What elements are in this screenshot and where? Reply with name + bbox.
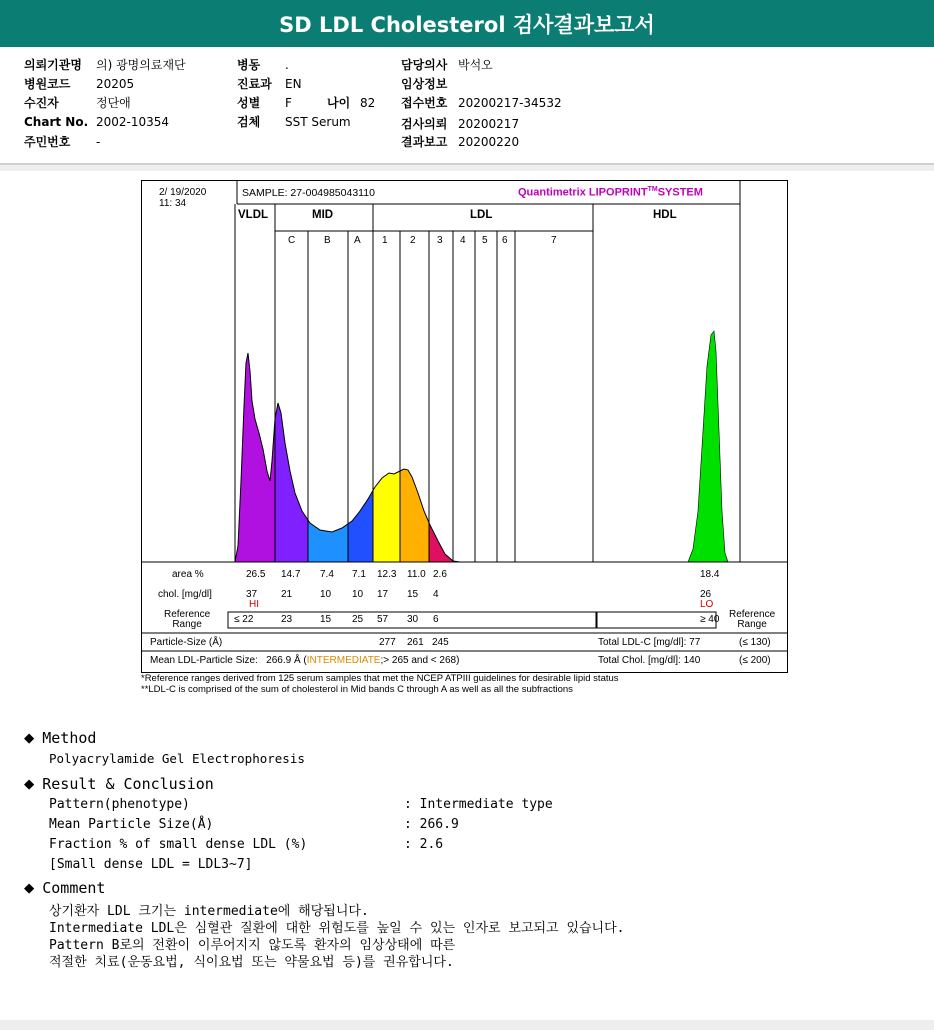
diamond-bullet-icon: ◆ [24,878,35,898]
band-label: 7 [551,235,557,246]
band-fill [429,523,460,562]
info-receipt-no: 접수번호 20200217-34532 [401,96,562,110]
result-key-size: Mean Particle Size(Å) [49,817,214,832]
band-label: 4 [460,235,466,246]
area-value: 7.4 [320,569,334,580]
brand-logo: Quantimetrix LIPOPRINT™SYSTEM [518,186,703,199]
info-report-date: 결과보고 20200220 [401,135,520,149]
band-label: 3 [437,235,443,246]
electrophoresis-chart [142,181,787,672]
chol-value: 17 [377,589,389,600]
footnote-2: **LDL-C is comprised of the sum of cholesterol in Mid bands C through A as well as all the subfractions [141,684,573,695]
ref-value: 57 [377,614,389,625]
report-title-bar [0,0,934,47]
area-value: 11.0 [407,569,426,580]
comment-line-1: 상기환자 LDL 크기는 intermediate에 해당됩니다. [49,904,369,919]
method-text: Polyacrylamide Gel Electrophoresis [49,751,305,766]
band-label: 5 [482,235,488,246]
particle-size-3: 245 [432,637,449,648]
band-label: 6 [502,235,508,246]
ref-value: 25 [352,614,364,625]
row-label-chol: chol. [mg/dl] [158,589,212,600]
info-physician: 담당의사 박석오 [401,58,493,72]
lipoprint-report [141,180,788,673]
info-clinical: 임상정보 [401,77,448,91]
report-date: 2/ 19/2020 [159,187,207,198]
area-value: 7.1 [352,569,366,580]
method-heading: ◆ Method [24,728,97,748]
band-fill [348,490,373,562]
ref-value: ≤ 22 [234,614,254,625]
area-value: 14.7 [281,569,301,580]
comment-line-2: Intermediate LDL은 심혈관 질환에 대한 위험도를 높일 수 있는 인자로 보고되고 있습니다. [49,921,625,936]
chol-value: 10 [320,589,332,600]
info-request-date: 검사의뢰 20200217 [401,117,520,131]
result-key-fraction: Fraction % of small dense LDL (%) [49,837,308,852]
info-patient-name: 수진자 정단애 [24,96,131,110]
chol-value: 4 [433,589,439,600]
area-value: 12.3 [377,569,397,580]
particle-size-label: Particle-Size (Å) [150,637,223,648]
row-label-ref: Reference Range [164,609,211,630]
total-chol: Total Chol. [mg/dl]: 140 [598,655,701,666]
ref-value: 6 [433,614,439,625]
band-label: 1 [382,235,388,246]
total-ldl-ref: (≤ 130) [739,637,771,648]
total-chol-ref: (≤ 200) [739,655,771,666]
ref-value: 23 [281,614,293,625]
footnote-1: *Reference ranges derived from 125 serum samples that met the NCEP ATPIII guidelines for desirable lipid status [141,673,619,684]
band-label: B [324,235,331,246]
info-hospital-code: 병원코드 20205 [24,77,135,91]
group-mid: MID [312,209,334,221]
diamond-bullet-icon: ◆ [24,728,35,748]
result-value-size: : 266.9 [404,817,459,832]
ref-value: 15 [320,614,332,625]
band-fill [235,353,275,562]
info-resident-no: 주민번호 - [24,135,101,149]
row-label-area: area % [172,569,204,580]
particle-size-1: 277 [379,637,396,648]
chol-value: 26 [700,589,712,600]
chol-value: 15 [407,589,419,600]
ref-value: ≥ 40 [700,614,720,625]
comment-heading: ◆ Comment [24,878,106,898]
info-specimen: 검체 SST Serum [237,115,351,129]
result-key-pattern: Pattern(phenotype) [49,797,190,812]
mean-ldl-size: Mean LDL-Particle Size: 266.9 Å (INTERMEDIATE;> 265 and < 268) [150,655,460,666]
comment-line-3: Pattern B로의 전환이 이루어지지 않도록 환자의 임상상태에 따른 [49,938,456,953]
particle-size-2: 261 [407,637,424,648]
area-value: 26.5 [246,569,266,580]
info-department: 진료과 EN [237,77,302,91]
band-label: C [288,235,296,246]
diamond-bullet-icon: ◆ [24,774,35,794]
report-time: 11: 34 [159,198,187,209]
patient-info [0,47,934,165]
info-sex: 성별 F [237,96,292,110]
area-value: 2.6 [433,569,447,580]
band-label: 2 [410,235,416,246]
ref-value: 30 [407,614,419,625]
flag-lo: LO [700,599,714,610]
page-title: SD LDL Cholesterol 검사결과보고서 [279,12,655,37]
band-fill [275,403,308,562]
chol-value: 37 [246,589,258,600]
info-age: 나이 82 [327,96,376,110]
ref-range-right: Reference Range [729,609,776,630]
footer-band [0,1020,934,1030]
result-heading: ◆ Result & Conclusion [24,774,214,794]
info-ward: 병동 . [237,58,289,72]
total-ldl: Total LDL-C [mg/dl]: 77 [598,637,701,648]
hdl-peak [688,331,728,562]
band-label: A [354,235,361,246]
result-value-fraction: : 2.6 [404,837,444,852]
sample-id: SAMPLE: 27-004985043110 [242,187,375,199]
chol-value: 21 [281,589,293,600]
group-vldl: VLDL [238,209,269,221]
info-referring-org: 의뢰기관명 의) 광명의료재단 [24,58,186,72]
chol-value: 10 [352,589,364,600]
area-value: 18.4 [700,569,720,580]
comment-line-4: 적절한 치료(운동요법, 식이요법 또는 약물요법 등)를 권유합니다. [49,955,454,970]
group-ldl: LDL [470,209,493,221]
flag-hi: HI [249,599,259,610]
result-note: [Small dense LDL = LDL3~7] [49,857,253,872]
info-chart-no: Chart No. 2002-10354 [24,115,170,129]
divider-band [0,165,934,171]
result-value-pattern: : Intermediate type [404,797,553,812]
chart-grid [142,181,787,651]
group-hdl: HDL [653,209,677,221]
